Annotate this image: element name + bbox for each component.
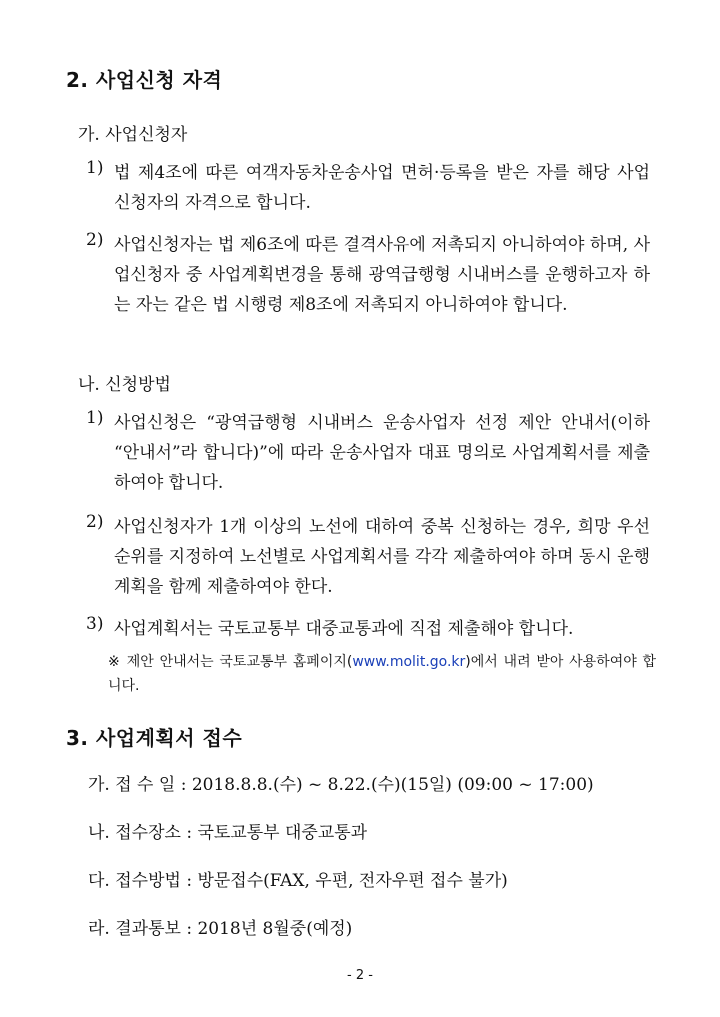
note-mark: ※ bbox=[108, 654, 122, 670]
item-number: 3) bbox=[86, 614, 104, 634]
item-text: 사업신청자는 법 제6조에 따른 결격사유에 저촉되지 아니하여야 하며, 사업신청자 중 사업계획변경을 통해 광역급행형 시내버스를 운행하고자 하는 자는 같은 법 시행령 제8조에 저촉되지 아니하여야 합니다. bbox=[114, 235, 650, 315]
reception-place-row: 나. 접수장소 : 국토교통부 대중교통과 bbox=[88, 823, 368, 843]
result-notice-row: 라. 결과통보 : 2018년 8월중(예정) bbox=[88, 919, 353, 939]
item-text: 사업신청자가 1개 이상의 노선에 대하여 중복 신청하는 경우, 희망 우선순위를 지정하여 노선별로 사업계획서를 각각 제출하여야 하며 동시 운행계획을 함께 제출하여야 한다. bbox=[114, 517, 650, 597]
note bbox=[108, 650, 656, 698]
reception-method-row: 다. 접수방법 : 방문접수(FAX, 우편, 전자우편 접수 불가) bbox=[88, 871, 508, 891]
item-number: 2) bbox=[86, 230, 104, 250]
reception-date-row: 가. 접 수 일 : 2018.8.8.(수) ~ 8.22.(수)(15일) (09:00 ~ 17:00) bbox=[88, 775, 594, 795]
section-2-heading: 2. 사업신청 자격 bbox=[66, 68, 223, 92]
page-number: - 2 - bbox=[347, 968, 373, 983]
subsection-na-label: 나. 신청방법 bbox=[78, 375, 171, 395]
item-number: 2) bbox=[86, 512, 104, 532]
subsection-ga-label: 가. 사업신청자 bbox=[78, 125, 188, 145]
note-text-before: 제안 안내서는 국토교통부 홈페이지( bbox=[126, 654, 353, 670]
item-text: 법 제4조에 따른 여객자동차운송사업 면허·등록을 받은 자를 해당 사업 신청자의 자격으로 합니다. bbox=[114, 163, 650, 213]
item-number: 1) bbox=[86, 408, 104, 428]
section-3-heading: 3. 사업계획서 접수 bbox=[66, 726, 243, 750]
item-text: 사업계획서는 국토교통부 대중교통과에 직접 제출해야 합니다. bbox=[114, 619, 574, 639]
item-text: 사업신청은 “광역급행형 시내버스 운송사업자 선정 제안 안내서(이하 “안내서”라 합니다)”에 따라 운송사업자 대표 명의로 사업계획서를 제출하여야 합니다. bbox=[114, 413, 650, 493]
note-text-after: )에서 내려 받아 사용하여야 합니다. bbox=[108, 654, 657, 694]
item-number: 1) bbox=[86, 158, 104, 178]
molit-website-link[interactable]: www.molit.go.kr bbox=[352, 654, 466, 670]
note-text bbox=[108, 650, 656, 698]
